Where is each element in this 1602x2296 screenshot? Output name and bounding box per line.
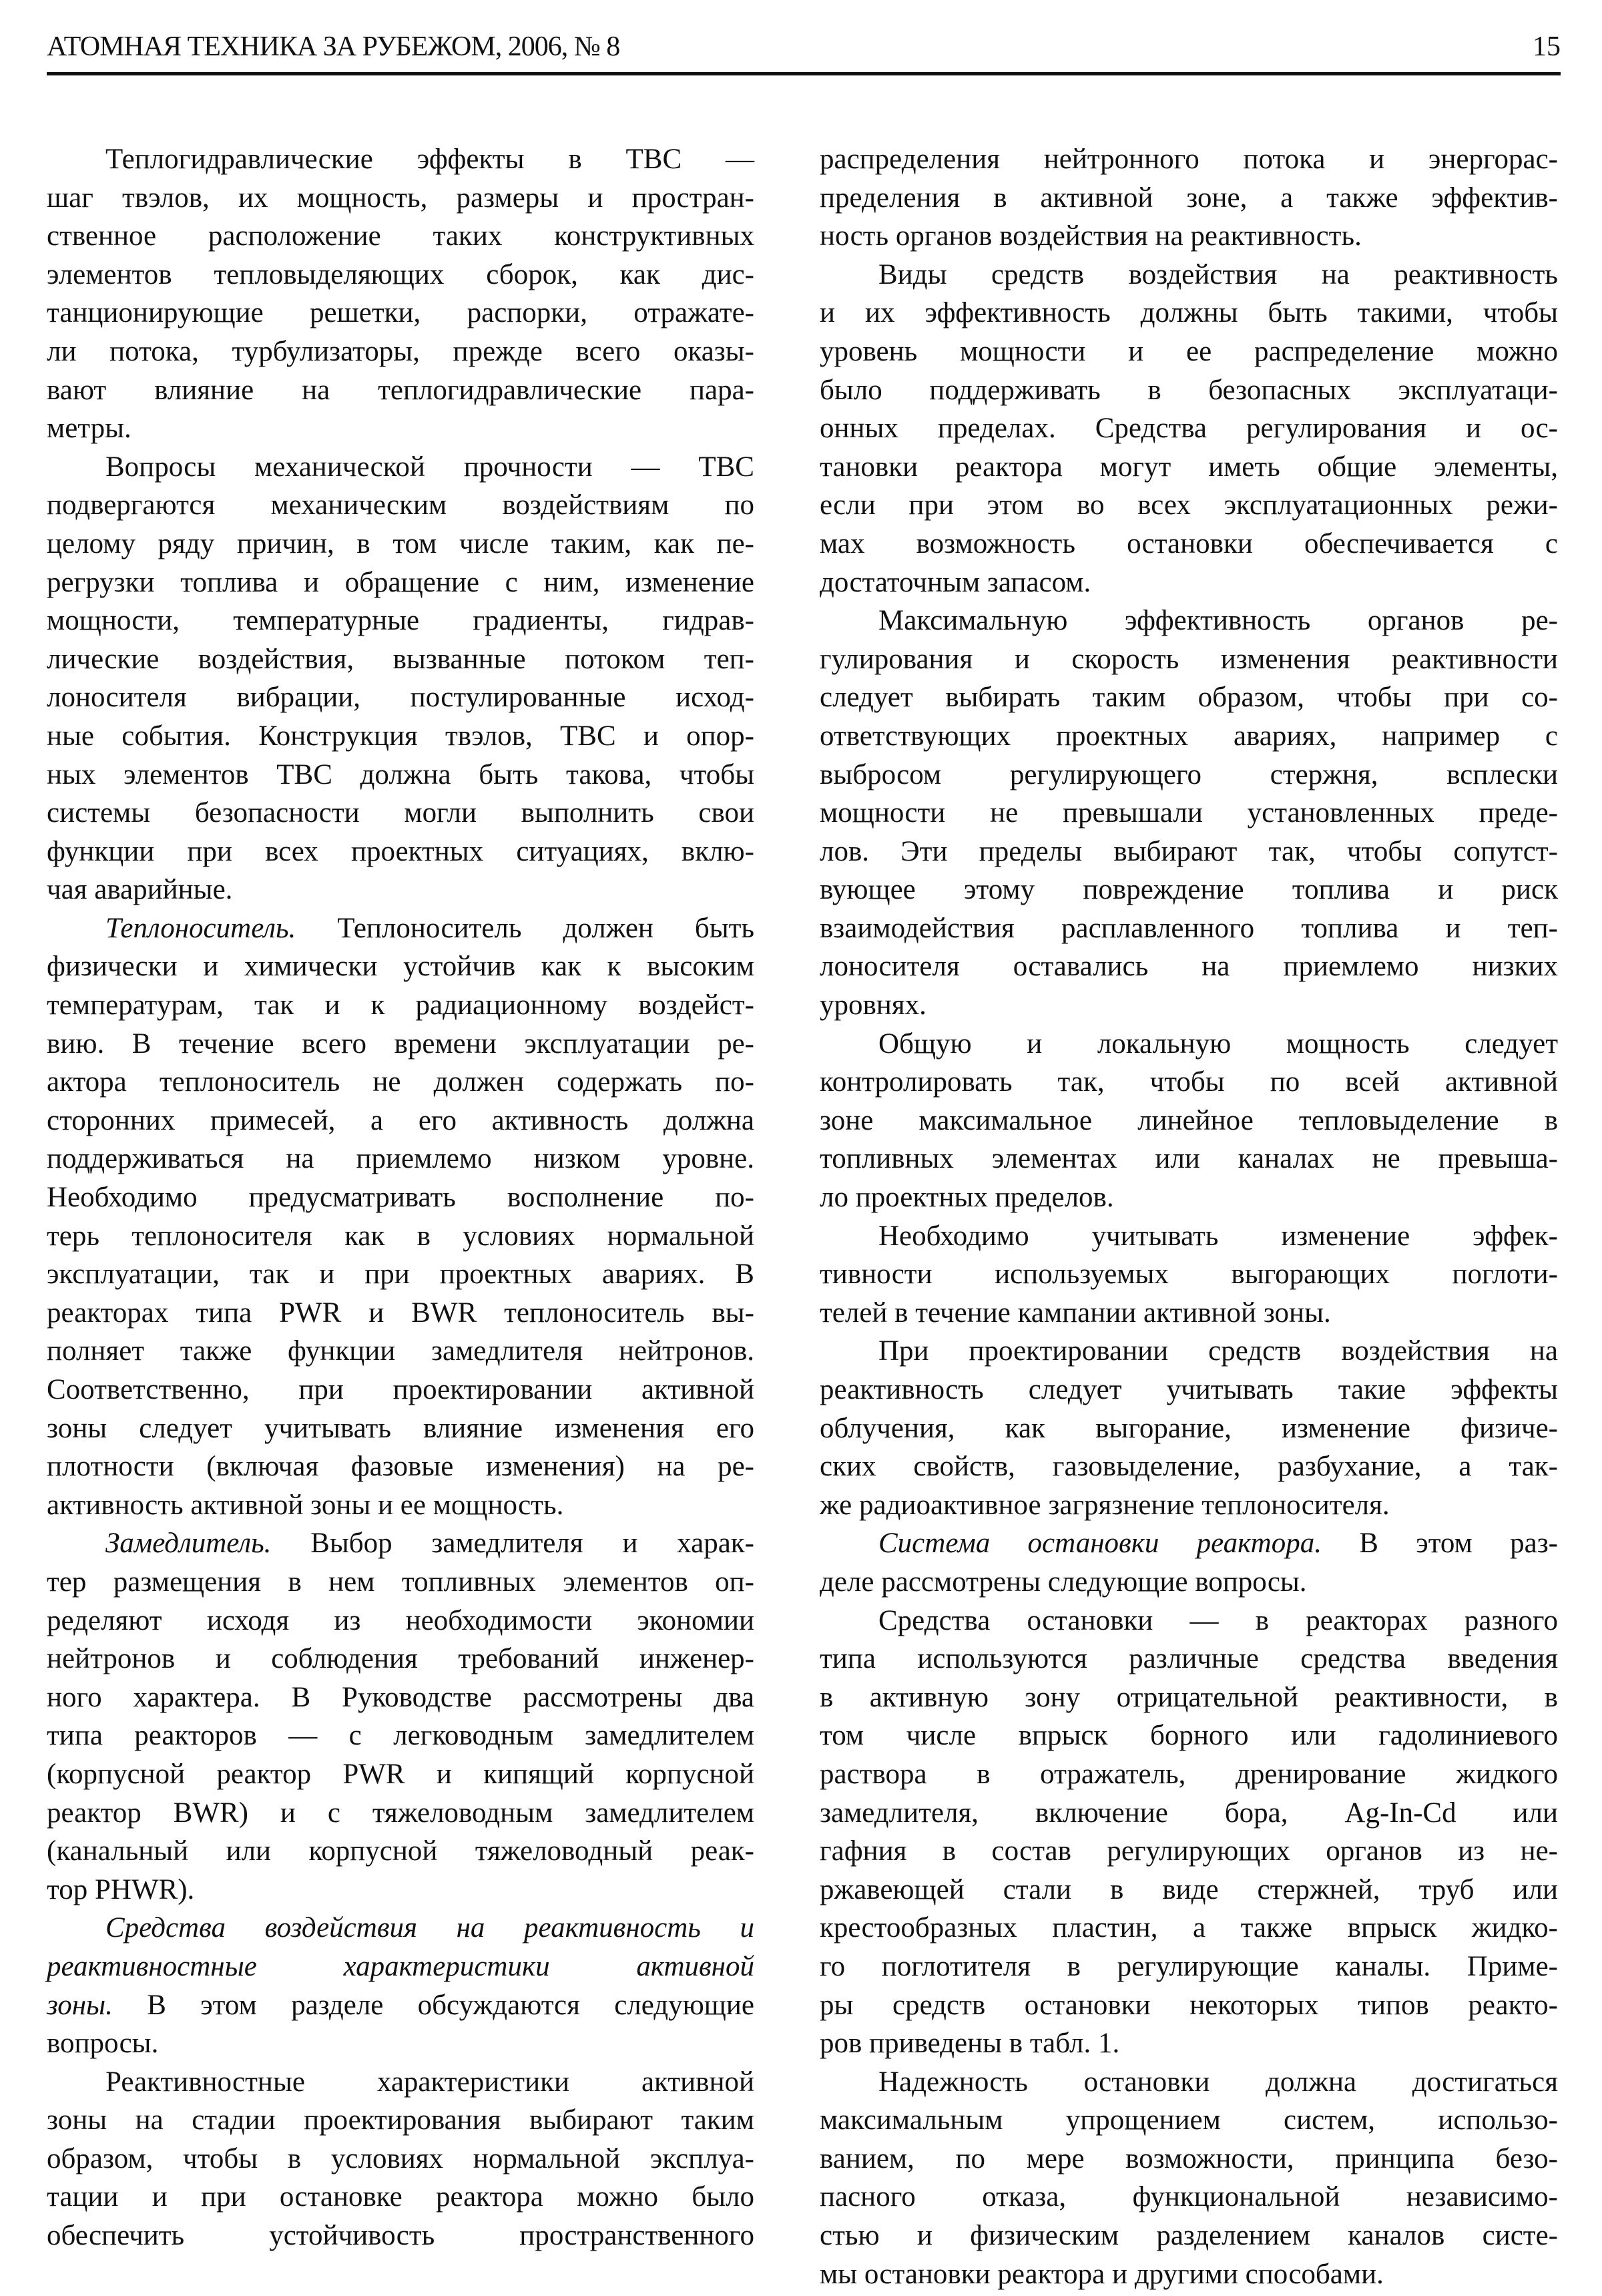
text-line: мах возможность остановки обеспечивается с — [820, 527, 1558, 559]
text-line: (канальный или корпусной тяжеловодный реак- — [47, 1835, 754, 1867]
text-line: типа используются различные средства введения — [820, 1643, 1558, 1675]
text-line: ределяют исходя из необходимости экономии — [47, 1604, 754, 1636]
text-line: зоны следует учитывать влияние изменения его — [47, 1412, 754, 1444]
journal-title: АТОМНАЯ ТЕХНИКА ЗА РУБЕЖОМ, 2006, № 8 — [47, 31, 620, 62]
text-line: плотности (включая фазовые изменения) на ре- — [47, 1451, 754, 1483]
text-line: распределения нейтронного потока и энергорас- — [820, 144, 1558, 175]
text-line: реакторах типа PWR и BWR теплоноситель вы- — [47, 1297, 754, 1329]
text-line: ржавеющей стали в виде стержней, труб или — [820, 1873, 1558, 1905]
text-line: тор PHWR). — [47, 1873, 195, 1905]
text-line: реактивность следует учитывать такие эффекты — [820, 1374, 1558, 1405]
text-line: активность активной зоны и ее мощность. — [47, 1489, 564, 1521]
text-line: Надежность остановки должна достигаться — [878, 2066, 1558, 2098]
text-line — [47, 1947, 754, 1986]
text-line: ских свойств, газовыделение, разбухание, а так- — [820, 1451, 1558, 1483]
text-line: тановки реактора могут иметь общие элементы, — [820, 451, 1558, 483]
text-line: облучения, как выгорание, изменение физиче- — [820, 1412, 1558, 1444]
text-line: стью и физическим разделением каналов систе- — [820, 2220, 1558, 2252]
text-line: регрузки топлива и обращение с ним, изменение — [47, 566, 754, 598]
text-line: Необходимо предусматривать восполнение по- — [47, 1182, 754, 1214]
text-line: реактор BWR) и с тяжеловодным замедлителем — [47, 1797, 754, 1829]
text-line: образом, чтобы в условиях нормальной эксплуа- — [47, 2142, 754, 2174]
paragraph — [820, 1217, 1558, 1333]
text-line: Реактивностные характеристики активной — [105, 2066, 754, 2098]
text-line: вают влияние на теплогидравлические пара- — [47, 374, 754, 406]
text-line: сторонних примесей, а его активность должна — [47, 1104, 754, 1136]
text-line: ность органов воздействия на реактивность. — [820, 220, 1362, 252]
text-line: пасного отказа, функциональной независимо- — [820, 2181, 1558, 2213]
text-line: лов. Эти пределы выбирают так, чтобы сопутст- — [820, 835, 1558, 867]
text-line: тивности используемых выгорающих поглоти- — [820, 1258, 1558, 1291]
text-line — [47, 909, 754, 948]
italic-heading: Замедлитель. — [105, 1528, 272, 1560]
paragraph — [820, 602, 1558, 1025]
text-line: ные события. Конструкция твэлов, ТВС и опор- — [47, 720, 754, 752]
left-column — [47, 140, 754, 2255]
text-line: системы безопасности могли выполнить свои — [47, 797, 754, 829]
right-column — [820, 140, 1558, 2293]
italic-heading: Система остановки реактора. — [878, 1528, 1322, 1560]
text-line: контролировать так, чтобы по всей активной — [820, 1066, 1558, 1098]
text-line: физически и химически устойчив как к высоким — [47, 951, 754, 983]
text-line — [47, 1524, 754, 1563]
paragraph — [47, 2063, 754, 2255]
text-line: ственное расположение таких конструктивных — [47, 220, 754, 252]
text-line: гафния в состав регулирующих органов из не- — [820, 1835, 1558, 1867]
text-line: Виды средств воздействия на реактивность — [878, 258, 1558, 290]
italic-heading: Теплоноситель. — [105, 912, 296, 944]
text-line: максимальным упрощением систем, использо- — [820, 2104, 1558, 2136]
text-line: чая аварийные. — [47, 874, 233, 906]
text-line: ванием, по мере возможности, принципа безо- — [820, 2142, 1558, 2174]
text-line: Вопросы механической прочности — ТВС — [105, 451, 754, 483]
text-line: нейтронов и соблюдения требований инженер- — [47, 1643, 754, 1675]
text-line: вопросы. — [47, 2028, 159, 2060]
text-line: раствора в отражатель, дренирование жидкого — [820, 1758, 1558, 1790]
text-line: тации и при остановке реактора можно было — [47, 2181, 754, 2213]
text-line: Максимальную эффективность органов ре- — [878, 605, 1558, 637]
text-line — [47, 1986, 754, 2025]
text-line: зоны на стадии проектирования выбирают таким — [47, 2104, 754, 2136]
text-line: мощности, температурные градиенты, гидрав- — [47, 605, 754, 637]
text-line: замедлителя, включение бора, Ag-In-Cd или — [820, 1797, 1558, 1829]
line-text: В этом разделе обсуждаются следующие — [112, 1989, 754, 2021]
text-line: вию. В течение всего времени эксплуатации ре- — [47, 1027, 754, 1060]
text-line: гулирования и скорость изменения реактивности — [820, 643, 1558, 675]
text-line: Средства остановки — в реакторах разного — [878, 1604, 1558, 1636]
text-line — [820, 1524, 1558, 1563]
text-line: подвергаются механическим воздействиям по — [47, 489, 754, 521]
page-number: 15 — [1533, 31, 1561, 62]
paragraph — [820, 1524, 1558, 1601]
text-line: полняет также функции замедлителя нейтронов. — [47, 1335, 754, 1367]
text-line: вующее этому повреждение топлива и риск — [820, 874, 1558, 906]
text-line: го поглотителя в регулирующие каналы. Приме- — [820, 1950, 1558, 1982]
paragraph — [47, 1909, 754, 2062]
text-line: Необходимо учитывать изменение эффек- — [878, 1220, 1558, 1252]
text-line: телей в течение кампании активной зоны. — [820, 1297, 1331, 1329]
text-line: крестообразных пластин, а также впрыск жидко- — [820, 1912, 1558, 1944]
text-line: онных пределах. Средства регулирования и ос- — [820, 413, 1558, 445]
text-line: следует выбирать таким образом, чтобы при со- — [820, 682, 1558, 714]
text-line: том числе впрыск борного или гадолиниевого — [820, 1720, 1558, 1752]
paragraph — [47, 448, 754, 909]
text-line: зоне максимальное линейное тепловыделение в — [820, 1104, 1558, 1136]
text-line: функции при всех проектных ситуациях, вклю- — [47, 835, 754, 867]
text-line: и их эффективность должны быть такими, чтобы — [820, 297, 1558, 329]
text-line: ров приведены в табл. 1. — [820, 2028, 1120, 2060]
text-line: тер размещения в нем топливных элементов оп- — [47, 1566, 754, 1598]
paragraph — [47, 1524, 754, 1909]
text-line: (корпусной реактор PWR и кипящий корпусной — [47, 1758, 754, 1790]
text-line: элементов тепловыделяющих сборок, как дис- — [47, 258, 754, 290]
text-line: целому ряду причин, в том числе таким, как пе- — [47, 527, 754, 559]
text-line: лоносителя оставались на приемлемо низких — [820, 951, 1558, 983]
text-line: ответствующих проектных авариях, например с — [820, 720, 1558, 752]
text-line: в активную зону отрицательной реактивности, в — [820, 1681, 1558, 1713]
text-line: поддерживаться на приемлемо низком уровне. — [47, 1143, 754, 1175]
text-line: выбросом регулирующего стержня, всплески — [820, 758, 1558, 790]
text-line: ли потока, турбулизаторы, прежде всего оказы- — [47, 335, 754, 367]
text-line: уровнях. — [820, 989, 926, 1021]
text-line: пределения в активной зоне, а также эффектив- — [820, 182, 1558, 214]
text-line: достаточным запасом. — [820, 566, 1091, 598]
text-line: При проектировании средств воздействия на — [878, 1335, 1558, 1367]
text-line: терь теплоносителя как в условиях нормальной — [47, 1220, 754, 1252]
text-line: лические воздействия, вызванные потоком теп- — [47, 643, 754, 675]
line-text: Выбор замедлителя и харак- — [271, 1528, 754, 1560]
italic-heading: зоны. — [47, 1989, 113, 2021]
paragraph — [820, 1602, 1558, 2063]
text-line: температурам, так и к радиационному воздейст- — [47, 989, 754, 1021]
text-line: Общую и локальную мощность следует — [878, 1027, 1558, 1060]
text-line: уровень мощности и ее распределение можно — [820, 335, 1558, 367]
paragraph — [820, 1025, 1558, 1217]
text-line: топливных элементах или каналах не превыша- — [820, 1143, 1558, 1175]
text-line: ло проектных пределов. — [820, 1182, 1114, 1214]
text-line: Соответственно, при проектировании активной — [47, 1374, 754, 1405]
italic-heading: Средства воздействия на реактивность и — [105, 1912, 754, 1944]
line-text: В этом раз- — [1322, 1528, 1558, 1560]
text-line: взаимодействия расплавленного топлива и теп- — [820, 912, 1558, 944]
text-line — [47, 1909, 754, 1947]
line-text: Теплоноситель должен быть — [296, 912, 754, 944]
text-line: если при этом во всех эксплуатационных режи- — [820, 489, 1558, 521]
paragraph — [820, 140, 1558, 256]
text-line: мы остановки реактора и другими способами. — [820, 2258, 1384, 2290]
text-line: шаг твэлов, их мощность, размеры и простран- — [47, 182, 754, 214]
text-line: обеспечить устойчивость пространственного — [47, 2220, 754, 2252]
text-line: эксплуатации, так и при проектных авариях. В — [47, 1258, 754, 1291]
paragraph — [47, 909, 754, 1525]
text-line: же радиоактивное загрязнение теплоносителя. — [820, 1489, 1390, 1521]
paragraph — [820, 1332, 1558, 1524]
text-line: ного характера. В Руководстве рассмотрены два — [47, 1681, 754, 1713]
text-line: метры. — [47, 413, 131, 445]
paragraph — [820, 256, 1558, 602]
text-line: типа реакторов — с легководным замедлителем — [47, 1720, 754, 1752]
text-line: танционирующие решетки, распорки, отражате- — [47, 297, 754, 329]
text-line: деле рассмотрены следующие вопросы. — [820, 1566, 1307, 1598]
paragraph — [820, 2063, 1558, 2294]
text-line: актора теплоноситель не должен содержать по- — [47, 1066, 754, 1098]
running-header — [47, 25, 1561, 75]
text-line: Теплогидравлические эффекты в ТВС — — [105, 144, 754, 175]
text-line: ных элементов ТВС должна быть такова, чтобы — [47, 758, 754, 790]
text-line: было поддерживать в безопасных эксплуатаци- — [820, 374, 1558, 406]
text-line: лоносителя вибрации, постулированные исход- — [47, 682, 754, 714]
paragraph — [47, 140, 754, 448]
text-line: мощности не превышали установленных преде- — [820, 797, 1558, 829]
italic-heading: реактивностные характеристики активной — [47, 1950, 754, 1982]
text-line: ры средств остановки некоторых типов реакто- — [820, 1989, 1558, 2021]
